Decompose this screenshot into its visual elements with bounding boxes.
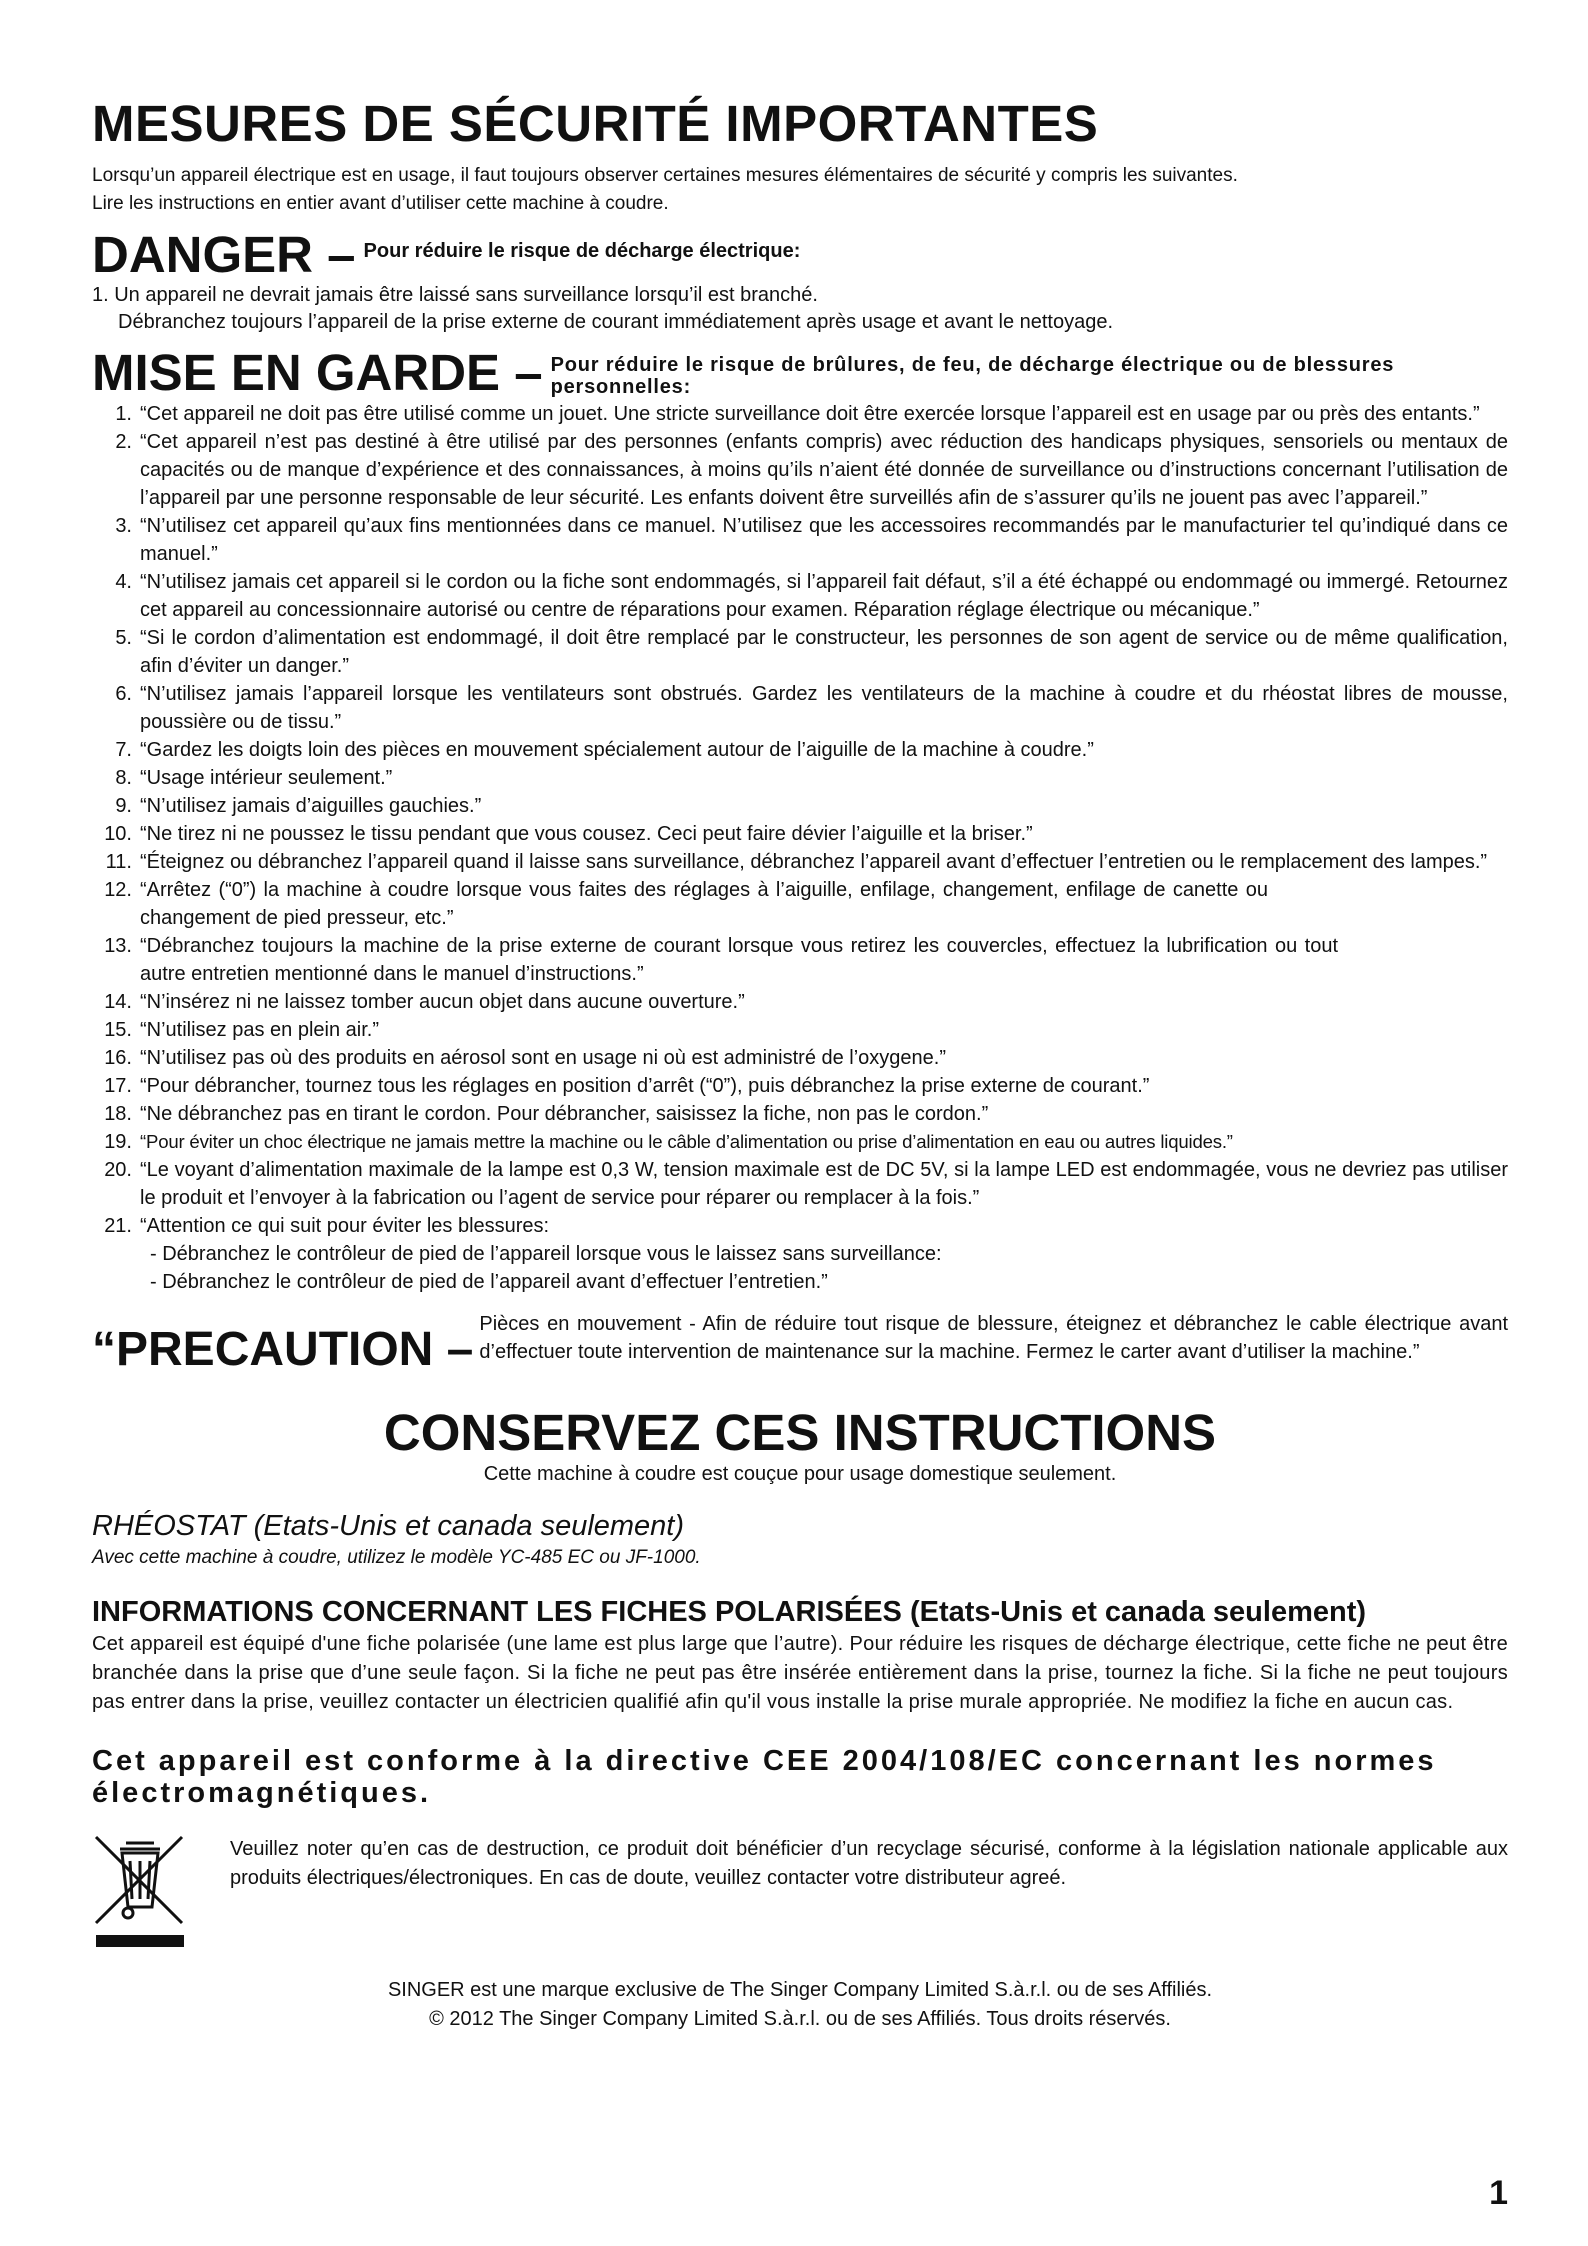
trademark-line: SINGER est une marque exclusive de The Singer Company Limited S.à.r.l. ou de ses Affiliés. [387, 1979, 1213, 2002]
item-text: “Arrêtez (“0”) la machine à coudre lorsque vous faites des réglages à l’aiguille, enfilage, changement, enfilage de canette ou changement de pied presseur, etc.” [140, 879, 1268, 930]
item-number: 9. [115, 795, 132, 818]
keep-instructions-sub: Cette machine à coudre est couçue pour usage domestique seulement. [483, 1463, 1117, 1486]
list-item [92, 1044, 1508, 1072]
item-number: 7. [115, 739, 132, 762]
item-text: “Ne tirez ni ne poussez le tissu pendant que vous cousez. Ceci peut faire dévier l’aiguille et la briser.” [140, 823, 1033, 846]
item-number: 21. [104, 1215, 132, 1238]
item-text: “Usage intérieur seulement.” [140, 767, 393, 790]
list-item [92, 932, 1508, 988]
recycling-text: Veuillez noter qu’en cas de destruction, ce produit doit bénéficier d’un recyclage sécurisé, conforme à la législation nationale applicable aux produits électriques/électroniques. En cas de doute, veuillez contacter votre distributeur agreé. [230, 1838, 1508, 1890]
list-item [92, 428, 1508, 512]
warning-list [92, 400, 1508, 1296]
item-text: “Éteignez ou débranchez l’appareil quand il laisse sans surveillance, débranchez l’appareil avant d’effectuer l’entretien ou le remplacement des lampes.” [140, 851, 1488, 874]
item-number: 16. [104, 1047, 132, 1070]
item-number: 18. [104, 1103, 132, 1126]
polarized-title: INFORMATIONS CONCERNANT LES FICHES POLARISÉES (Etats-Unis et canada seulement) [92, 1596, 1367, 1629]
item-number: 17. [104, 1075, 132, 1098]
item-text: “N’utilisez pas où des produits en aérosol sont en usage ni où est administré de l’oxygene.” [140, 1047, 947, 1070]
list-item [92, 792, 1508, 820]
list-item [92, 848, 1508, 876]
item-text: “Débranchez toujours la machine de la prise externe de courant lorsque vous retirez les couvercles, effectuez la lubrification ou tout autre entretien mentionné dans le manuel d’instructions.” [140, 935, 1338, 986]
list-item [92, 988, 1508, 1016]
item-number: 6. [115, 683, 132, 706]
danger-heading: DANGER – [92, 226, 356, 284]
list-sub-item [92, 1240, 1508, 1268]
list-item [92, 764, 1508, 792]
danger-subtitle: Pour réduire le risque de décharge électrique: [363, 240, 801, 263]
list-item [92, 568, 1508, 624]
rheostat-sub: Avec cette machine à coudre, utilizez le modèle YC-485 EC ou JF-1000. [92, 1547, 701, 1569]
item-number: 12. [104, 879, 132, 902]
item-number: 8. [115, 767, 132, 790]
warning-header [92, 346, 1508, 400]
item-text: “Cet appareil n’est pas destiné à être utilisé par des personnes (enfants compris) avec réduction des handicaps physiques, sensoriels ou mentaux de capacités ou de manque d’expérience et des connaissances, à moins qu’ils n’aient été donnée de surveillance ou d’instructions concernant l’utilisation de l’appareil par une personne responsable de leur sécurité. Les enfants doivent être surveillés afin de s’assurer qu’ils ne jouent pas avec l’appareil.” [140, 431, 1508, 510]
item-number: 3. [115, 515, 132, 538]
item-number: 1. [115, 403, 132, 426]
item-text: - Débranchez le contrôleur de pied de l’appareil avant d’effectuer l’entretien.” [150, 1271, 828, 1294]
item-number: 10. [104, 823, 132, 846]
item-number: 14. [104, 991, 132, 1014]
crossed-out-wheelie-bin-icon [92, 1835, 188, 1956]
rheostat-title: RHÉOSTAT (Etats-Unis et canada seulement) [92, 1510, 685, 1543]
item-text: “N’insérez ni ne laissez tomber aucun objet dans aucune ouverture.” [140, 991, 745, 1014]
list-item [92, 736, 1508, 764]
item-text: - Débranchez le contrôleur de pied de l’appareil lorsque vous le laissez sans surveillance: [150, 1243, 942, 1266]
warning-subtitle: Pour réduire le risque de brûlures, de feu, de décharge électrique ou de blessures personnelles: [550, 354, 1395, 399]
intro [92, 162, 1508, 218]
copyright-line: © 2012 The Singer Company Limited S.à.r.l. ou de ses Affiliés. Tous droits réservés. [429, 2008, 1171, 2031]
item-text: “Pour éviter un choc électrique ne jamais mettre la machine ou le câble d’alimentation ou prise d’alimentation en eau ou autres liquides.” [140, 1131, 1233, 1153]
item-number: 19. [104, 1131, 132, 1154]
danger-header [92, 228, 1508, 282]
recycling-block [92, 1835, 1508, 1956]
item-text: “N’utilisez pas en plein air.” [140, 1019, 379, 1042]
list-item [92, 820, 1508, 848]
warning-heading: MISE EN GARDE – [92, 344, 543, 402]
item-number: 11. [105, 851, 132, 874]
footer [92, 1976, 1508, 2034]
item-number: 20. [104, 1159, 132, 1182]
intro-line: Lire les instructions en entier avant d’utiliser cette machine à coudre. [92, 193, 669, 215]
keep-instructions-heading: CONSERVEZ CES INSTRUCTIONS [383, 1404, 1217, 1462]
item-text: “N’utilisez jamais l’appareil lorsque les ventilateurs sont obstrués. Gardez les ventilateurs de la machine à coudre et du rhéostat libres de mousse, poussière ou de tissu.” [140, 683, 1508, 734]
item-text: “N’utilisez jamais d’aiguilles gauchies.” [140, 795, 482, 818]
polarized-text: Cet appareil est équipé d'une fiche polarisée (une lame est plus large que l’autre). Pour réduire les risques de décharge électrique, cette fiche ne peut être branchée dans la prise que d’une seule façon. Si la fiche ne peut pas être insérée entièrement dans la prise, tournez la fiche. Si la fiche ne peut toujours pas entrer dans la prise, veuillez contacter un électricien qualifié afin qu'il vous installe la prise murale appropriée. Ne modifiez la fiche en aucun cas. [92, 1633, 1508, 1714]
precaution-text: Pièces en mouvement - Afin de réduire tout risque de blessure, éteignez et débranchez le cable électrique avant d’effectuer toute intervention de maintenance sur la machine. Fermez le carter avant d’utiliser la machine.” [479, 1313, 1508, 1364]
danger-body [92, 282, 1508, 336]
item-number: 15. [104, 1019, 132, 1042]
danger-line: 1. Un appareil ne devrait jamais être laissé sans surveillance lorsqu’il est branché. [92, 284, 818, 307]
precaution-block [92, 1310, 1508, 1390]
item-text: “Cet appareil ne doit pas être utilisé comme un jouet. Une stricte surveillance doit être exercée lorsque l’appareil est en usage par ou près des entants.” [140, 403, 1480, 426]
danger-line: Débranchez toujours l’appareil de la prise externe de courant immédiatement après usage et avant le nettoyage. [118, 311, 1114, 334]
item-text: “Pour débrancher, tournez tous les réglages en position d’arrêt (“0”), puis débranchez la prise externe de courant.” [140, 1075, 1150, 1098]
list-item [92, 1016, 1508, 1044]
list-item [92, 876, 1508, 932]
intro-line: Lorsqu’un appareil électrique est en usage, il faut toujours observer certaines mesures élémentaires de sécurité y compris les suivantes. [92, 165, 1238, 187]
list-item [92, 400, 1508, 428]
item-number: 13. [104, 935, 132, 958]
item-number: 2. [115, 431, 132, 454]
item-text: “N’utilisez cet appareil qu’aux fins mentionnées dans ce manuel. N’utilisez que les accessoires recommandés par le manufacturier tel qu’indiqué dans ce manuel.” [140, 515, 1508, 566]
item-text: “Le voyant d’alimentation maximale de la lampe est 0,3 W, tension maximale est de DC 5V, si la lampe LED est endommagée, vous ne devriez pas utiliser le produit et l’envoyer à la fabrication ou l’agent de service pour réparer ou remplacer à la fois.” [140, 1159, 1508, 1210]
cee-compliance: Cet appareil est conforme à la directive CEE 2004/108/EC concernant les normes électromagnétiques. [92, 1745, 1437, 1810]
list-item [92, 1100, 1508, 1128]
list-item [92, 624, 1508, 680]
list-sub-item [92, 1268, 1508, 1296]
item-text: “Gardez les doigts loin des pièces en mouvement spécialement autour de l’aiguille de la machine à coudre.” [140, 739, 1094, 762]
list-item [92, 1128, 1508, 1156]
item-text: “Si le cordon d’alimentation est endommagé, il doit être remplacé par le constructeur, les personnes de son agent de service ou de même qualification, afin d’éviter un danger.” [140, 627, 1508, 678]
precaution-heading: “PRECAUTION – [92, 1323, 474, 1377]
item-text: “Ne débranchez pas en tirant le cordon. Pour débrancher, saisissez la fiche, non pas le cordon.” [140, 1103, 989, 1126]
manual-page [92, 96, 1508, 2034]
item-number: 4. [115, 571, 132, 594]
page-title: MESURES DE SÉCURITÉ IMPORTANTES [92, 95, 1099, 152]
list-item [92, 1212, 1508, 1240]
item-text: “Attention ce qui suit pour éviter les blessures: [140, 1215, 550, 1238]
list-item [92, 680, 1508, 736]
list-item [92, 512, 1508, 568]
item-number: 5. [115, 627, 132, 650]
item-text: “N’utilisez jamais cet appareil si le cordon ou la fiche sont endommagés, si l’appareil fait défaut, s’il a été échappé ou endommagé ou immergé. Retournez cet appareil au concessionnaire autorisé ou centre de réparations pour examen. Réparation réglage électrique ou mécanique.” [140, 571, 1508, 622]
list-item [92, 1156, 1508, 1212]
page-number: 1 [1489, 2174, 1508, 2212]
list-item [92, 1072, 1508, 1100]
